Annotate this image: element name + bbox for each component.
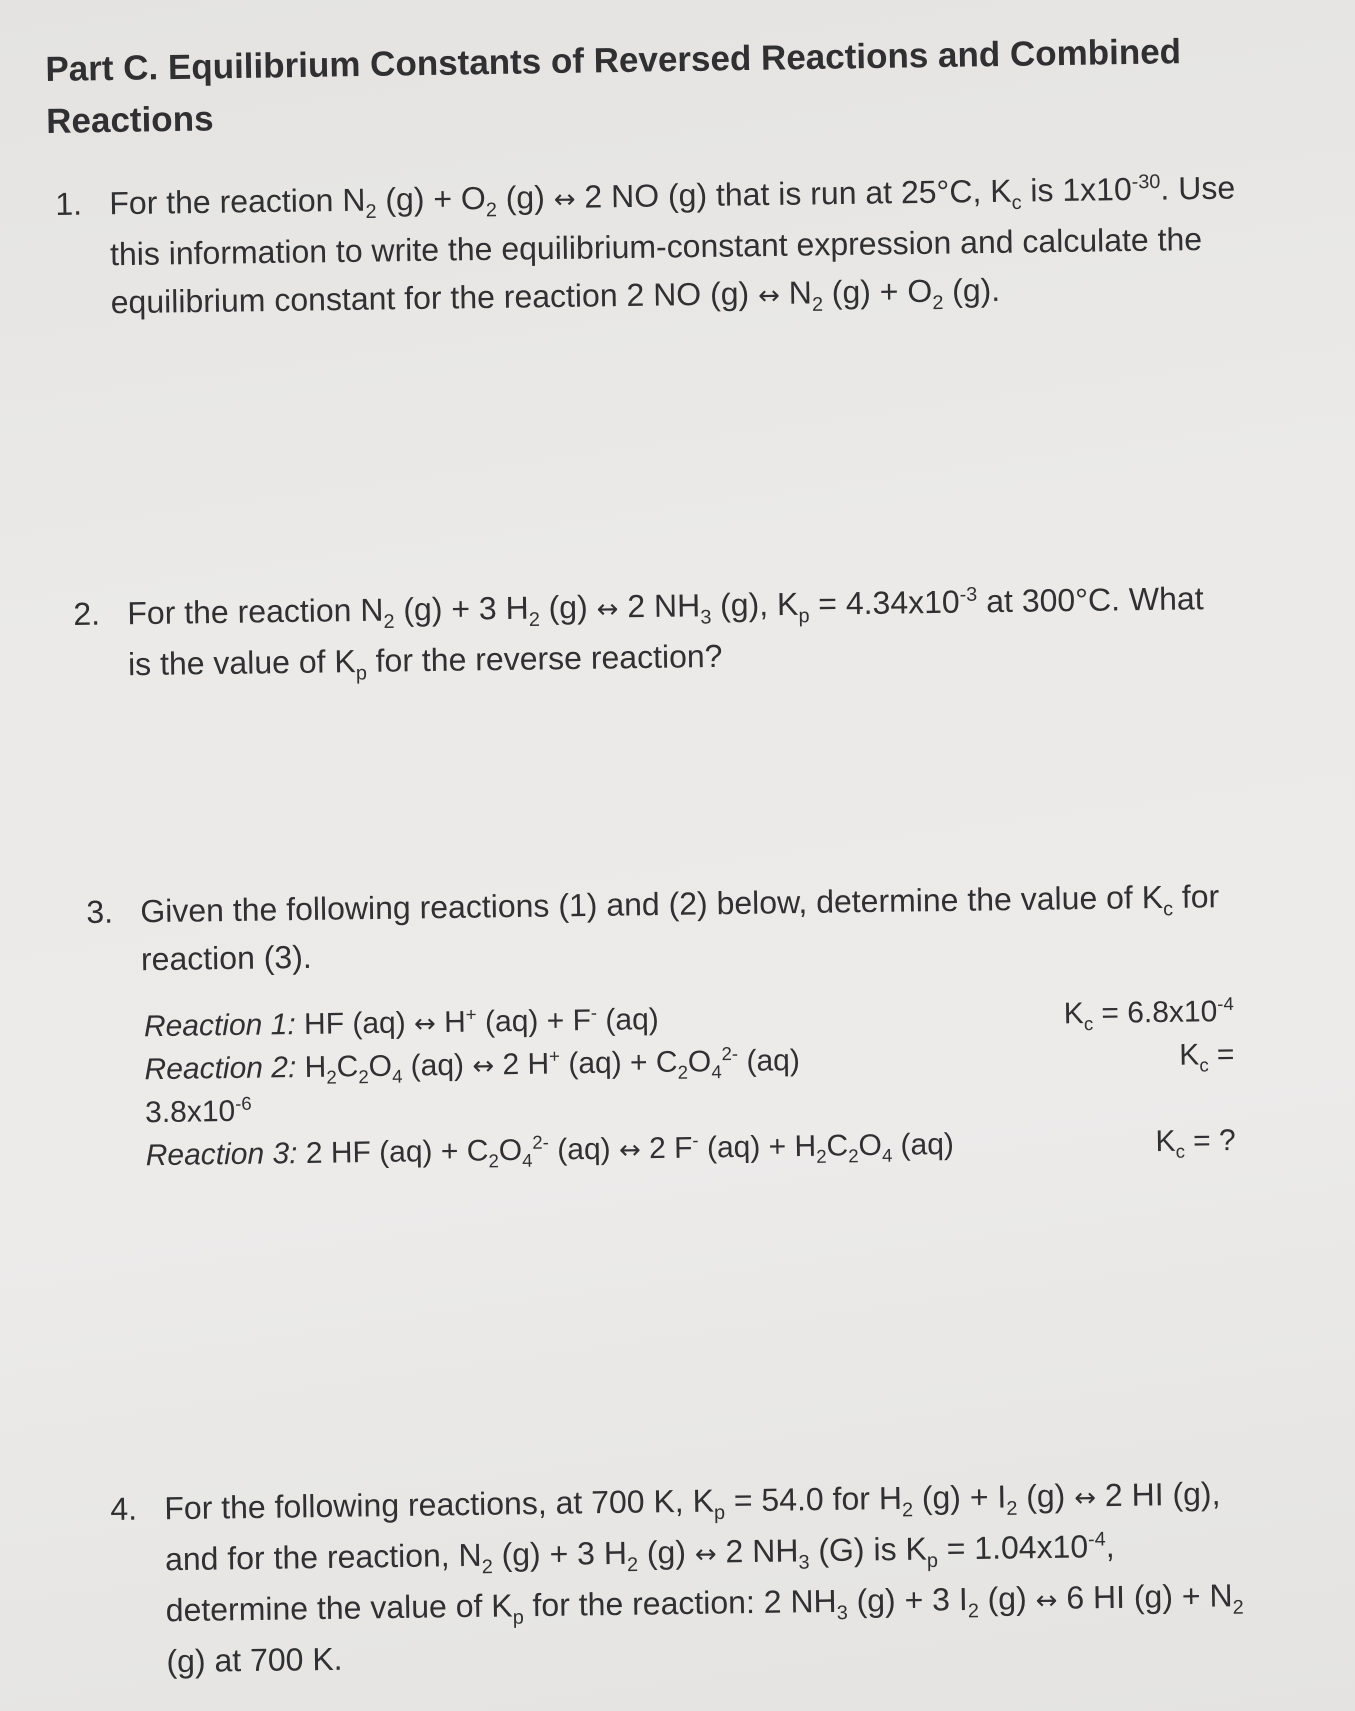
equilibrium-arrow-icon: ↔	[694, 1539, 717, 1570]
question-text: For the following reactions, at 700 K, $K_p = 54.0$ for $H_2$ $(g) + I_2$ (g) ↔ 2 HI (g), and for the reaction, $N_2$ (g) + 3 $H_2$ (g) ↔ 2 $NH_3$ (G) is $K_p = 1.04x10^{-4}$, determine the value of $K_p$ for the reaction: 2 $NH_3$ (g) + 3 $I_2$ (g) ↔ 6 HI $(g) + N_2$ (g) at 700 K.	[164, 1475, 1244, 1680]
question-number: 2.	[73, 595, 101, 632]
question-2	[73, 574, 1234, 689]
question-1	[55, 163, 1257, 330]
equilibrium-arrow-icon: ↔	[618, 1135, 641, 1166]
reaction-1: Reaction 1: HF (aq) ↔ H+ (aq) + F- (aq) $K_c = 6.8x10^{-4}$	[144, 990, 1234, 1048]
reaction-label: Reaction 2:	[144, 1051, 297, 1087]
section-title: Part C. Equilibrium Constants of Reversed Reactions and Combined Reactions	[45, 32, 1182, 141]
reaction-label: Reaction 1:	[143, 1008, 296, 1044]
question-text: Given the following reactions (1) and (2) below, determine the value of $K_c$ for reaction (3).	[140, 878, 1220, 978]
question-number: 1.	[55, 185, 83, 222]
equilibrium-arrow-icon: ↔	[553, 184, 576, 216]
question-text: For the reaction $N_2$ $(g) + O_2$ (g) ↔ 2 NO (g) that is run at 25°C, $K_c$ is $1x10^{-30}$. Use this information to write the equilibrium-constant expression and calculate the equilibrium constant for the reaction 2 NO (g) ↔ $N_2$ $(g) + O_2$ (g).	[109, 169, 1236, 321]
reaction-3: Reaction 3: 2 HF $(aq) + C_2O_4^{2-}$ (aq) ↔ 2 F- $(aq) + H_2C_2O_4$ (aq) $K_c$ = ?	[145, 1119, 1235, 1177]
reaction-3-kc: $K_c$ = ?	[1155, 1123, 1236, 1162]
question-number: 4.	[110, 1490, 138, 1527]
reaction-2: Reaction 2: $H_2C_2O_4$ (aq) ↔ 2 H+ $(aq) + C_2O_4^{2-}$ (aq) $K_c$ =	[144, 1033, 1234, 1091]
equilibrium-arrow-icon: ↔	[1074, 1483, 1097, 1514]
equilibrium-arrow-icon: ↔	[757, 280, 781, 312]
question-number: 3.	[86, 893, 114, 930]
equilibrium-arrow-icon: ↔	[413, 1009, 437, 1040]
reaction-2-kc-value: $3.8x10^{-6}$	[144, 1092, 252, 1130]
reaction-2-kc: $K_c$ =	[1179, 1037, 1235, 1076]
question-3	[86, 872, 1250, 1178]
reaction-1-kc: $K_c = 6.8x10^{-4}$	[1063, 992, 1234, 1035]
question-4	[110, 1469, 1263, 1686]
equilibrium-arrow-icon: ↔	[1035, 1585, 1058, 1617]
reaction-list	[144, 990, 1236, 1177]
reaction-label: Reaction 3:	[145, 1137, 298, 1173]
equilibrium-arrow-icon: ↔	[472, 1051, 495, 1082]
question-text: For the reaction $N_2$ (g) + 3 $H_2$ (g) ↔ 2 $NH_3$ (g), $K_p = 4.34x10^{-3}$ at 300°C. What is the value of $K_p$ for the reverse reaction?	[127, 580, 1204, 685]
equilibrium-arrow-icon: ↔	[596, 594, 619, 625]
